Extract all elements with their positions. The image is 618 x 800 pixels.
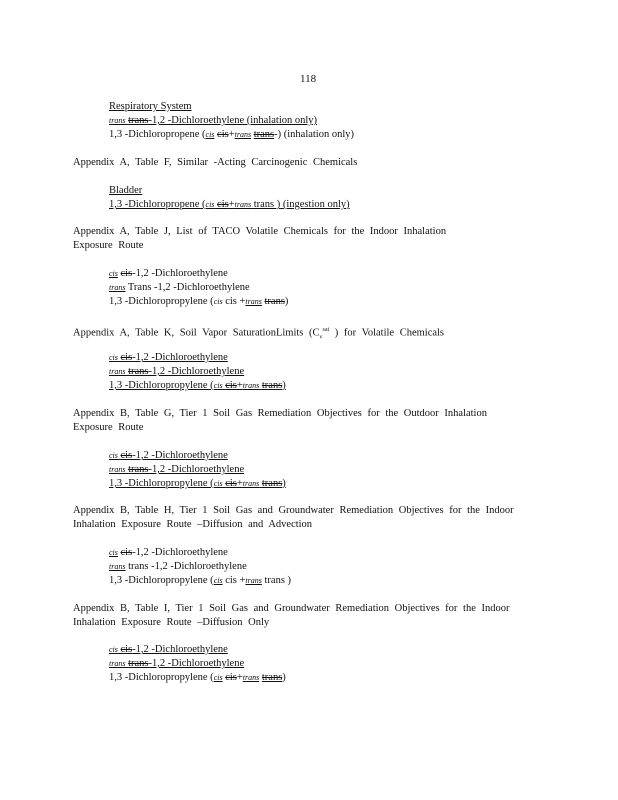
section-heading: Appendix B, Table I, Tier 1 Soil Gas and Groundwater Remediation Objectives for the Indoor <box>73 603 510 614</box>
list-item <box>109 643 228 657</box>
item-text: -1,2 -Dichloroethylene <box>132 268 228 279</box>
item-text: -1,2 -Dichloroethylene <box>132 547 228 558</box>
italic-trans: trans <box>109 465 126 474</box>
list-item <box>109 574 291 588</box>
italic-cis: cis <box>109 269 118 278</box>
list-item <box>109 114 317 128</box>
struck-text: trans <box>128 115 149 126</box>
item-text: -) (inhalation only) <box>274 129 355 140</box>
plus-sign: + <box>236 478 243 489</box>
subscript: v <box>319 334 323 341</box>
item-text: cis + <box>222 575 246 586</box>
struck-text: trans <box>264 296 285 307</box>
struck-text: cis <box>217 129 229 140</box>
struck-text: cis <box>120 450 133 461</box>
item-text: 1,3 -Dichloropropylene ( <box>109 672 214 683</box>
list-item <box>109 560 247 574</box>
struck-text: trans <box>261 478 283 489</box>
italic-trans: trans <box>234 130 252 139</box>
struck-text: trans <box>261 672 283 683</box>
struck-text: cis <box>120 352 133 363</box>
italic-cis: cis <box>109 548 118 557</box>
italic-trans: trans <box>242 381 260 390</box>
list-item <box>109 477 286 491</box>
item-text: 1,3 -Dichloropropylene ( <box>109 575 214 586</box>
italic-cis: cis <box>213 576 223 585</box>
italic-cis: cis <box>109 645 118 654</box>
item-text: -1,2 -Dichloroethylene <box>132 450 228 461</box>
struck-text: trans <box>261 380 283 391</box>
section-heading <box>73 323 444 345</box>
struck-text: trans <box>128 658 149 669</box>
list-item <box>109 657 244 671</box>
italic-cis: cis <box>205 200 215 209</box>
list-heading-respiratory: Respiratory System <box>109 101 192 112</box>
superscript: sat <box>322 327 330 333</box>
section-heading-cont: Exposure Route <box>73 240 144 251</box>
list-item <box>109 128 354 142</box>
section-heading-cont: Inhalation Exposure Route –Diffusion Only <box>73 617 270 628</box>
struck-text: cis <box>225 478 237 489</box>
item-text: 1,3 -Dichloropropylene ( <box>109 478 214 489</box>
section-heading-cont: Exposure Route <box>73 422 144 433</box>
item-text: ) <box>282 672 286 683</box>
italic-cis: cis <box>213 297 223 306</box>
italic-cis: cis <box>213 479 223 488</box>
italic-trans: trans <box>242 673 260 682</box>
list-heading-bladder: Bladder <box>109 185 143 196</box>
list-item <box>109 671 286 685</box>
heading-text: ) for Volatile Chemicals <box>334 327 445 339</box>
struck-text: cis <box>217 199 229 210</box>
item-text: -1,2 -Dichloroethylene <box>148 658 245 669</box>
item-text: 1,3 -Dichloropropylene ( <box>109 296 214 307</box>
section-heading: Appendix A, Table F, Similar -Acting Carcinogenic Chemicals <box>73 157 358 168</box>
item-text: -1,2 -Dichloroethylene (inhalation only) <box>148 115 318 126</box>
struck-text: cis <box>225 380 237 391</box>
page-number: 118 <box>300 73 317 85</box>
struck-text: cis <box>120 547 133 558</box>
italic-cis: cis <box>205 130 215 139</box>
item-text: 1,3 -Dichloropropene ( <box>109 129 206 140</box>
section-heading: Appendix A, Table J, List of TACO Volatile Chemicals for the Indoor Inhalation <box>73 226 447 237</box>
item-text: Trans -1,2 -Dichloroethylene <box>127 282 250 293</box>
struck-text: cis <box>120 644 133 655</box>
heading-text: Appendix A, Table K, Soil Vapor SaturationLimits (C <box>73 327 320 339</box>
italic-trans: trans <box>242 479 260 488</box>
list-item <box>109 546 228 560</box>
italic-trans: trans <box>109 367 126 376</box>
italic-trans: trans <box>109 562 126 571</box>
plus-sign: + <box>236 380 243 391</box>
italic-cis: cis <box>109 353 118 362</box>
list-item <box>109 198 350 212</box>
list-item <box>109 295 288 309</box>
list-item <box>109 281 250 295</box>
section-heading: Appendix B, Table H, Tier 1 Soil Gas and Groundwater Remediation Objectives for the Indoor <box>73 505 514 516</box>
italic-cis: cis <box>213 381 223 390</box>
section-heading: Appendix B, Table G, Tier 1 Soil Gas Remediation Objectives for the Outdoor Inhalation <box>73 408 487 419</box>
plus-sign: + <box>228 129 235 140</box>
struck-text: trans <box>128 366 149 377</box>
item-text: -1,2 -Dichloroethylene <box>132 352 228 363</box>
struck-text: trans <box>128 464 149 475</box>
italic-prefix: trans <box>109 116 126 125</box>
list-item <box>109 379 286 393</box>
struck-text: trans <box>253 129 275 140</box>
item-text: 1,3 -Dichloropropene ( <box>109 199 206 210</box>
list-item <box>109 365 244 379</box>
italic-trans: trans <box>234 200 252 209</box>
section-heading-cont: Inhalation Exposure Route –Diffusion and Advection <box>73 519 313 530</box>
item-text: ) <box>282 478 286 489</box>
italic-trans: trans <box>245 297 262 306</box>
item-text: cis + <box>222 296 246 307</box>
list-item <box>109 463 244 477</box>
italic-trans: trans <box>109 283 126 292</box>
item-text: trans -1,2 -Dichloroethylene <box>128 561 247 572</box>
italic-cis: cis <box>109 451 118 460</box>
list-item <box>109 351 228 365</box>
italic-trans: trans <box>109 659 126 668</box>
item-text: -1,2 -Dichloroethylene <box>132 644 228 655</box>
item-text: -1,2 -Dichloroethylene <box>148 366 245 377</box>
list-item <box>109 449 228 463</box>
item-text: ) <box>282 380 286 391</box>
italic-trans: trans <box>245 576 262 585</box>
plus-sign: + <box>236 672 243 683</box>
list-item <box>109 267 228 281</box>
item-text: trans ) <box>264 575 292 586</box>
struck-text: cis <box>225 672 237 683</box>
item-text: 1,3 -Dichloropropylene ( <box>109 380 214 391</box>
item-text: -1,2 -Dichloroethylene <box>148 464 245 475</box>
italic-cis: cis <box>213 673 223 682</box>
item-text: trans ) (ingestion only) <box>251 199 350 210</box>
plus-sign: + <box>228 199 235 210</box>
struck-text: cis <box>120 268 133 279</box>
item-text: ) <box>284 296 289 307</box>
